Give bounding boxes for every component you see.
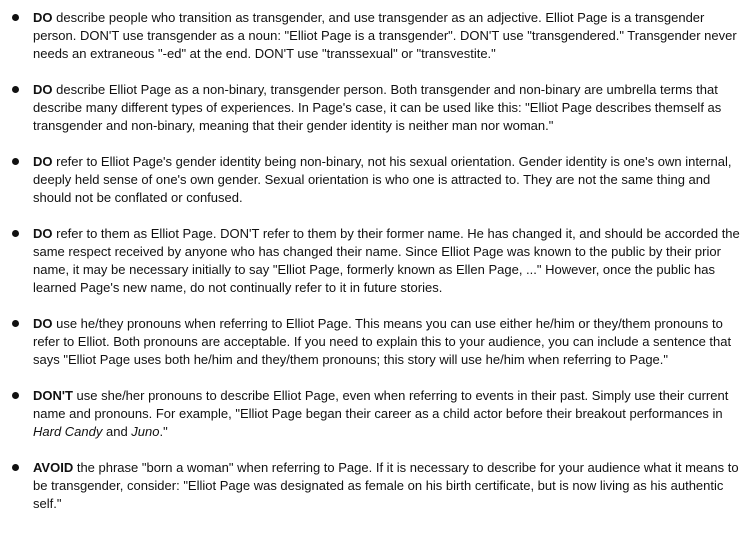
guideline-text: describe people who transition as transgender, and use transgender as an adjective. Elliot Page is a transgender person. DON'T use transgender as a noun: "Elliot Page is a transgender". DON'T use "transgendered." Transgender never needs an extraneous "-ed" at the end. DON'T use "transsexual" or "transvestite." bbox=[33, 10, 737, 61]
guideline-keyword: DO bbox=[33, 226, 53, 241]
guideline-keyword: AVOID bbox=[33, 460, 74, 475]
guideline-keyword: DO bbox=[33, 316, 53, 331]
film-title-hard-candy: Hard Candy bbox=[33, 424, 103, 439]
guideline-item bbox=[33, 9, 740, 63]
guideline-text: refer to Elliot Page's gender identity being non-binary, not his sexual orientation. Gender identity is one's own internal, deeply held sense of one's own gender. Sexual orientation is who one is attracted to. They are not the same thing and should not be conflated or confused. bbox=[33, 154, 732, 205]
guideline-text: the phrase "born a woman" when referring to Page. If it is necessary to describe for your audience what it means to be transgender, consider: "Elliot Page was designated as female on his birth certificate, but is now living as his authentic self." bbox=[33, 460, 739, 511]
guideline-keyword: DO bbox=[33, 82, 53, 97]
guideline-text: refer to them as Elliot Page. DON'T refer to them by their former name. He has changed it, and should be accorded the same respect received by anyone who has changed their name. Since Elliot Page was known to the public by their prior name, it may be necessary initially to say "Elliot Page, formerly known as Ellen Page, ..." However, once the public has learned Page's new name, do not continually refer to it in future stories. bbox=[33, 226, 740, 295]
guideline-text: describe Elliot Page as a non-binary, transgender person. Both transgender and non-binary are umbrella terms that describe many different types of experiences. In Page's case, it can be used like this: "Elliot Page describes themself as transgender and non-binary, meaning that their gender identity is neither man nor woman." bbox=[33, 82, 722, 133]
guideline-item bbox=[33, 459, 740, 513]
film-title-juno: Juno bbox=[131, 424, 160, 439]
guideline-text: and bbox=[102, 424, 132, 439]
guideline-item bbox=[33, 387, 740, 441]
guideline-item bbox=[33, 315, 740, 369]
guideline-keyword: DO bbox=[33, 10, 53, 25]
guideline-text: use she/her pronouns to describe Elliot Page, even when referring to events in their past. Simply use their current name and pronouns. For example, "Elliot Page began their career as a child actor before their breakout performances in bbox=[33, 388, 729, 421]
guideline-keyword: DON'T bbox=[33, 388, 73, 403]
guideline-text: use he/they pronouns when referring to Elliot Page. This means you can use either he/him or they/them pronouns to refer to Elliot. Both pronouns are acceptable. If you need to explain this to your audience, you can include a sentence that says "Elliot Page uses both he/him and they/them pronouns; this story will use he/him when referring to Page." bbox=[33, 316, 732, 367]
guideline-keyword: DO bbox=[33, 154, 53, 169]
guideline-item bbox=[33, 225, 740, 297]
guideline-item bbox=[33, 81, 740, 135]
guideline-item bbox=[33, 153, 740, 207]
guideline-text: ." bbox=[159, 424, 168, 439]
